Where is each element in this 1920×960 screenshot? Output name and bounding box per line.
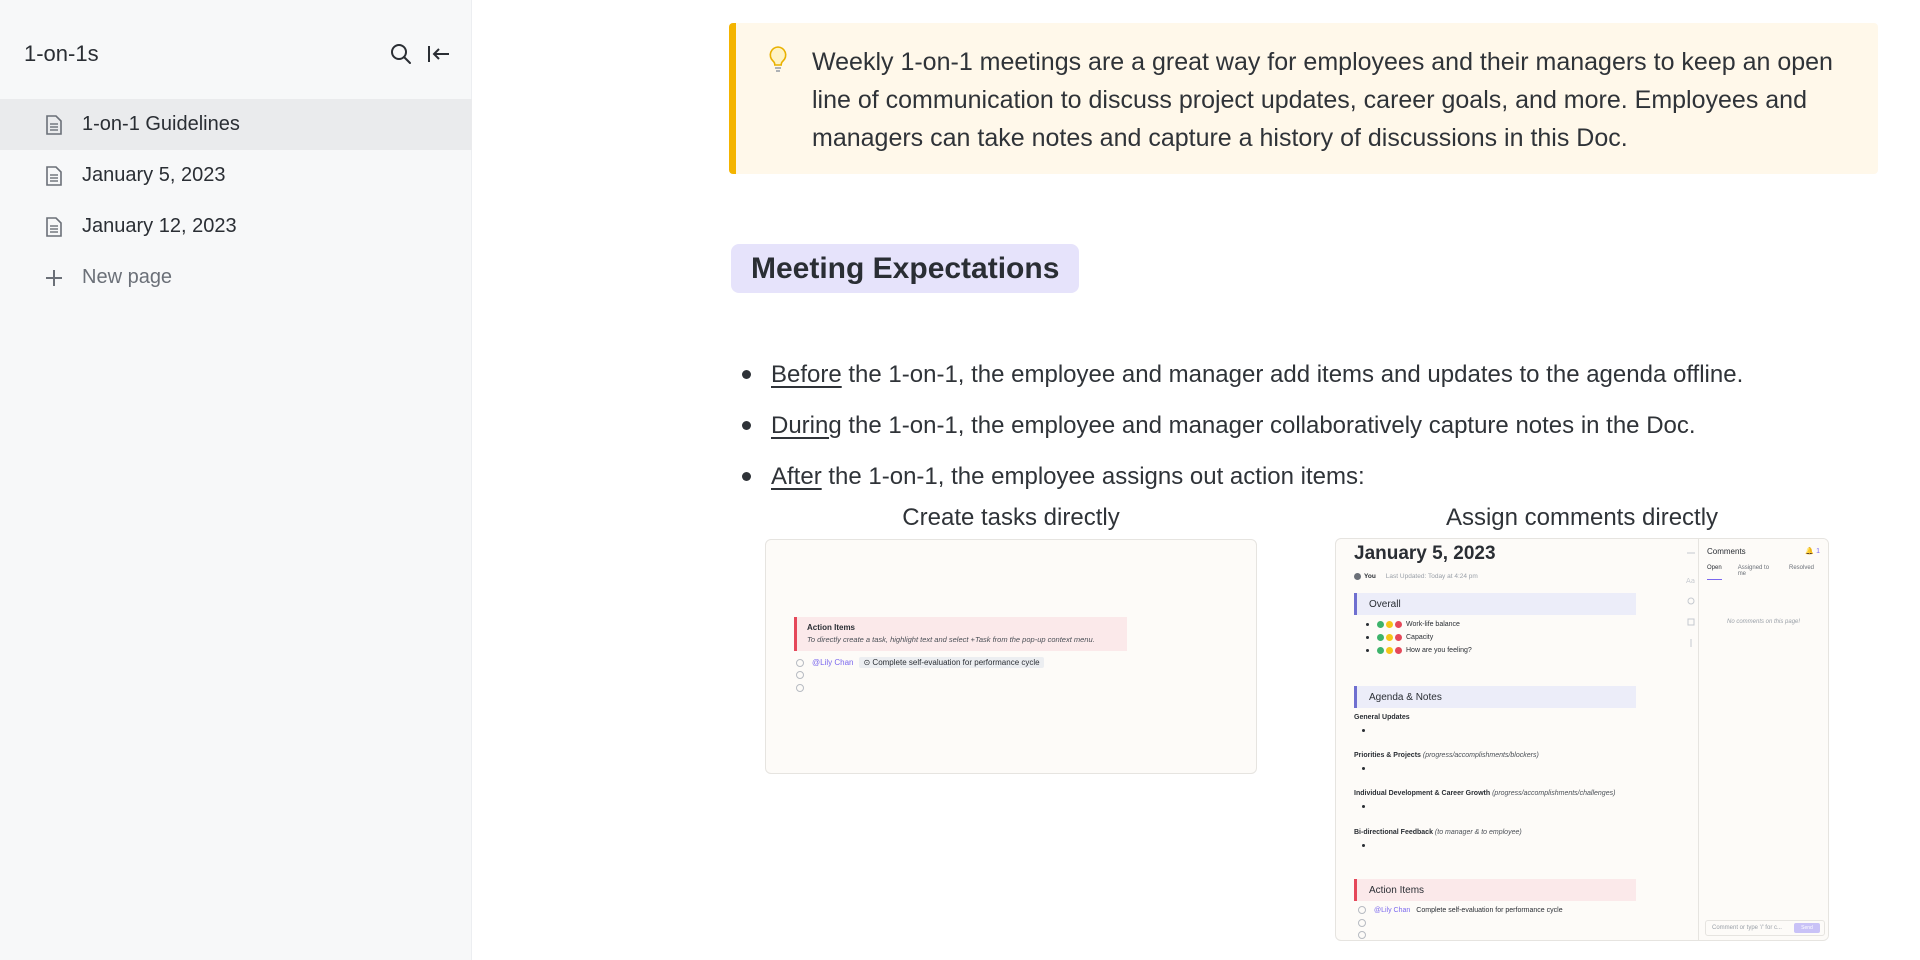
checkbox-circle-icon <box>796 659 804 667</box>
doc-title: January 5, 2023 <box>1354 543 1496 564</box>
list-item-rest: the 1-on-1, the employee and manager add items and updates to the agenda offline. <box>841 360 1744 388</box>
status-green-icon <box>1377 634 1384 641</box>
list-item <box>742 451 1892 502</box>
list-item-lead: During <box>771 411 842 439</box>
comment-input[interactable] <box>1705 920 1825 936</box>
bell-count: 1 <box>1816 548 1820 555</box>
svg-text:Aa: Aa <box>1686 577 1696 585</box>
task-row <box>796 684 812 692</box>
bullet-dot <box>1362 844 1365 847</box>
sidebar-page-list <box>0 99 472 303</box>
list-item-text: How are you feeling? <box>1406 647 1472 654</box>
bullet-dot <box>1366 649 1369 652</box>
list-item <box>742 400 1892 451</box>
status-red-icon <box>1395 634 1402 641</box>
checkbox-circle-icon <box>796 684 804 692</box>
list-item-lead: After <box>771 462 822 490</box>
new-page-label: New page <box>82 266 173 288</box>
task-row <box>1358 931 1374 939</box>
section-hint: (to manager & to employee) <box>1434 829 1522 836</box>
bullet-dot <box>742 421 751 430</box>
section-hint: (progress/accomplishments/challenges) <box>1492 790 1616 797</box>
sidebar-item-1-on-1-guidelines[interactable] <box>0 99 472 150</box>
bullet-dot <box>1362 767 1365 770</box>
action-items-band: Action Items <box>1354 879 1636 901</box>
section-title-text: Bi-directional Feedback <box>1354 829 1433 836</box>
sidebar-item-january-12-2023[interactable] <box>0 201 472 252</box>
comments-tabs <box>1707 565 1829 580</box>
status-green-icon <box>1377 621 1384 628</box>
status-yellow-icon <box>1386 621 1393 628</box>
tab-assigned-to-me[interactable]: Assigned to me <box>1737 565 1770 577</box>
section-title <box>1354 714 1410 721</box>
sidebar-title: 1-on-1s <box>24 41 99 66</box>
status-green-icon <box>1377 647 1384 654</box>
sidebar-header <box>24 34 454 74</box>
sidebar <box>0 0 472 960</box>
sidebar-item-label: January 5, 2023 <box>82 164 226 186</box>
list-item <box>742 349 1892 400</box>
plus-icon <box>44 267 64 289</box>
task-row <box>1358 919 1374 927</box>
comment-input-placeholder: Comment or type '/' for c... <box>1712 925 1782 931</box>
bullet-dot <box>1366 623 1369 626</box>
collapse-sidebar-icon[interactable] <box>424 39 454 69</box>
doc-last-updated: Last Updated: Today at 4:24 pm <box>1385 573 1478 580</box>
user-mention: @Lily Chan <box>1374 906 1411 914</box>
checkbox-circle-icon <box>796 671 804 679</box>
bullet-dot <box>1362 729 1365 732</box>
task-row <box>1358 906 1563 914</box>
status-yellow-icon <box>1386 634 1393 641</box>
list-item-text <box>771 361 1743 389</box>
tab-resolved[interactable]: Resolved <box>1788 565 1814 571</box>
list-item-text: Capacity <box>1406 634 1434 641</box>
status-yellow-icon <box>1386 647 1393 654</box>
doc-toolbar <box>1685 547 1697 662</box>
sidebar-item-january-5-2023[interactable] <box>0 150 472 201</box>
section-hint: (progress/accomplishments/blockers) <box>1422 752 1539 759</box>
list-item <box>1366 647 1472 654</box>
doc-author: You <box>1364 573 1376 580</box>
list-item-rest: the 1-on-1, the employee assigns out action items: <box>821 462 1365 490</box>
user-mention: @Lily Chan <box>812 658 854 667</box>
expectations-list <box>742 349 1892 502</box>
agenda-band: Agenda & Notes <box>1354 686 1636 708</box>
caption-create-tasks: Create tasks directly <box>902 504 1120 531</box>
avatar <box>1354 573 1361 580</box>
section-title-text: Priorities & Projects <box>1354 752 1421 759</box>
overall-band: Overall <box>1354 593 1636 615</box>
comments-title: Comments <box>1707 547 1746 556</box>
lightbulb-icon <box>766 45 790 75</box>
document-icon <box>44 216 64 238</box>
task-chip: ⊙ Complete self-evaluation for performance cycle <box>859 657 1043 668</box>
status-red-icon <box>1395 647 1402 654</box>
list-item-text <box>771 463 1365 491</box>
send-button[interactable]: Send <box>1794 923 1820 933</box>
comments-panel <box>1698 539 1829 941</box>
action-items-block <box>794 617 1127 651</box>
assign-comments-screenshot[interactable] <box>1335 538 1829 941</box>
tab-open[interactable]: Open <box>1707 565 1722 580</box>
new-page-button[interactable] <box>0 252 472 303</box>
sidebar-item-label: 1-on-1 Guidelines <box>82 113 240 135</box>
document-icon <box>44 165 64 187</box>
bullet-dot <box>1362 805 1365 808</box>
checkbox-circle-icon <box>1358 906 1366 914</box>
action-items-instruction: To directly create a task, highlight text and select +Task from the pop-up context menu. <box>807 635 1095 644</box>
section-title-text: General Updates <box>1354 714 1410 721</box>
section-heading: Meeting Expectations <box>731 244 1079 293</box>
task-row <box>796 657 1044 668</box>
status-red-icon <box>1395 621 1402 628</box>
create-tasks-screenshot[interactable] <box>765 539 1257 774</box>
section-title <box>1354 752 1539 759</box>
section-title-text: Individual Development & Career Growth <box>1354 790 1491 797</box>
section-title <box>1354 790 1615 797</box>
task-row <box>796 671 812 679</box>
action-items-title: Action Items <box>807 623 856 632</box>
list-item <box>1366 634 1433 641</box>
checkbox-circle-icon <box>1358 919 1366 927</box>
document-icon <box>44 114 64 136</box>
checkbox-circle-icon <box>1358 931 1366 939</box>
caption-assign-comments: Assign comments directly <box>1445 504 1719 531</box>
comments-empty-state: No comments on this page! <box>1727 619 1801 625</box>
bullet-dot <box>1366 636 1369 639</box>
sidebar-item-label: January 12, 2023 <box>82 215 237 237</box>
doc-meta <box>1354 573 1478 580</box>
bullet-dot <box>742 472 751 481</box>
callout-text: Weekly 1-on-1 meetings are a great way for employees and their managers to keep an open line of communication to discuss project updates, career goals, and more. Employees and managers can take notes and capture a history of discussions in this Doc. <box>812 48 1833 152</box>
search-icon[interactable] <box>386 39 416 69</box>
bell-icon[interactable]: 🔔 1 <box>1805 548 1820 555</box>
list-item-text: Work-life balance <box>1406 621 1460 628</box>
task-text: Complete self-evaluation for performance cycle <box>1416 906 1563 914</box>
list-item-rest: the 1-on-1, the employee and manager collaboratively capture notes in the Doc. <box>841 411 1696 439</box>
list-item <box>1366 621 1460 628</box>
bullet-dot <box>742 370 751 379</box>
list-item-text <box>771 412 1696 440</box>
section-title <box>1354 829 1522 836</box>
callout-block[interactable] <box>729 23 1878 174</box>
list-item-lead: Before <box>771 360 842 388</box>
